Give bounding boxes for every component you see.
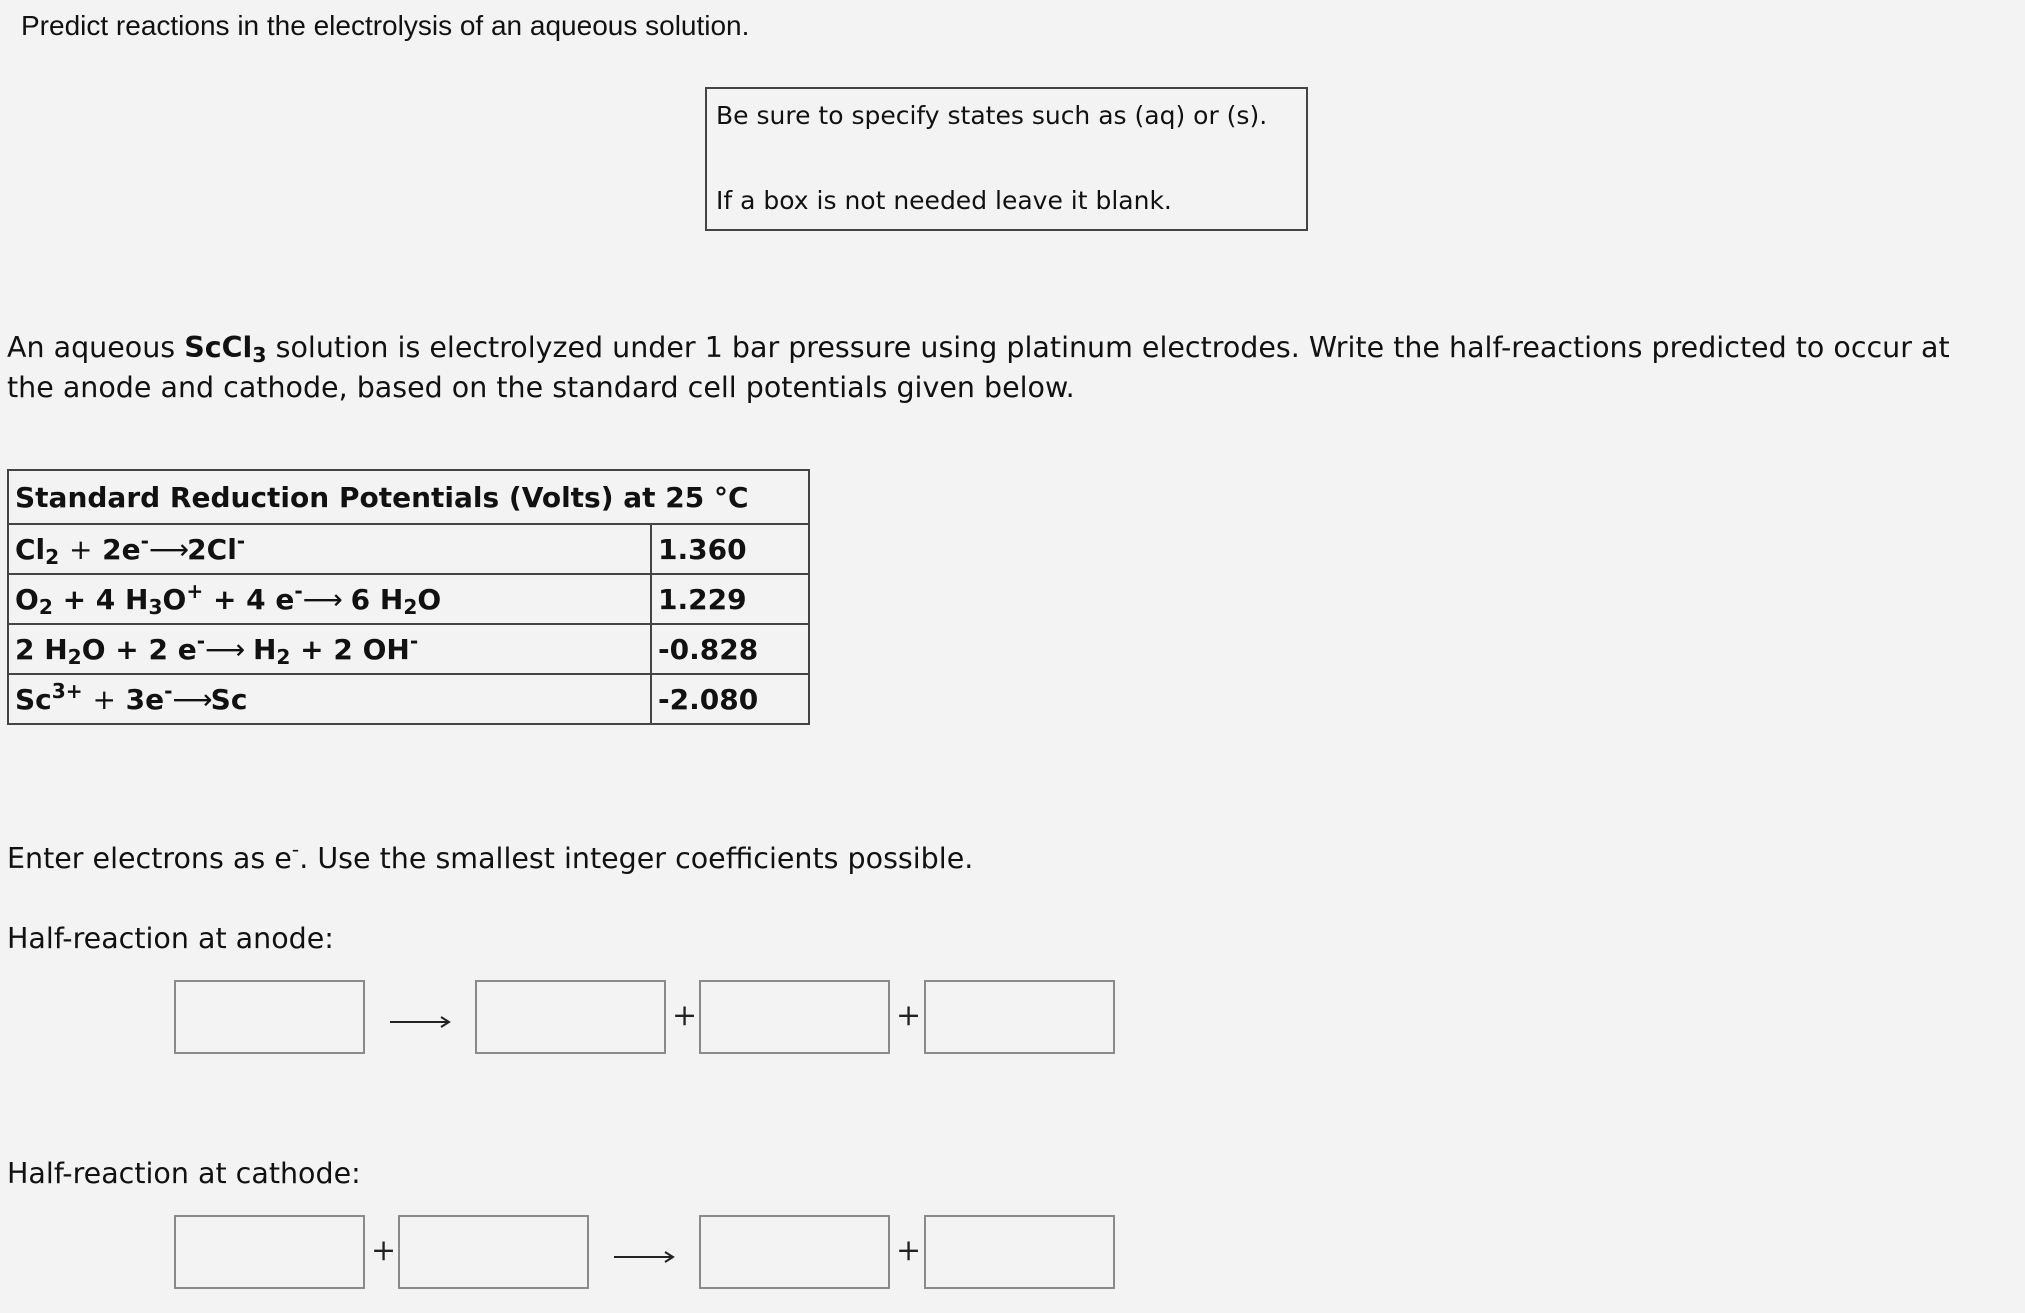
cathode-reactant-input-2[interactable] [398,1215,589,1289]
reduction-potentials-table [7,469,810,725]
intro-text-end: solution is electrolyzed under 1 bar pressure using platinum electrodes. Write the half-reactions predicted to occur at the anode and cathode, based on the standard cell potentials given below. [7,331,1950,404]
instructions-box [705,87,1308,231]
cathode-product-input-1[interactable] [699,1215,890,1289]
cathode-reactant-input-1[interactable] [174,1215,365,1289]
anode-reactant-input[interactable] [174,980,365,1054]
anode-label: Half-reaction at anode: [7,922,334,955]
potential-value: 1.360 [651,524,809,574]
intro-text-start: An aqueous [7,331,185,364]
potential-value: -0.828 [651,624,809,674]
cathode-label: Half-reaction at cathode: [7,1157,361,1190]
anode-product-input-2[interactable] [699,980,890,1054]
cathode-product-input-2[interactable] [924,1215,1115,1289]
table-row [8,574,809,624]
blank-box-note: If a box is not needed leave it blank. [716,186,1172,215]
plus-sign: + [371,1233,397,1268]
problem-statement [7,328,1997,408]
reaction-water: 2 $H_2O + 2$ e-⟶ $H_2 + 2$ OH- [8,624,651,674]
plus-sign: + [896,1233,922,1268]
potential-value: -2.080 [651,674,809,724]
reaction-arrow-icon [613,1247,675,1267]
electron-instruction: Enter electrons as e-. Use the smallest integer coefficients possible. [7,837,974,875]
compound-formula: ScCl$_3$ [184,331,267,368]
anode-product-input-1[interactable] [475,980,666,1054]
table-row [8,624,809,674]
plus-sign: + [672,998,698,1033]
table-row [8,674,809,724]
table-header: Standard Reduction Potentials (Volts) at 25 °C [8,470,809,524]
states-note: Be sure to specify states such as (aq) or (s). [716,101,1268,130]
plus-sign: + [896,998,922,1033]
reaction-scandium: $Sc^{3+}$ + 3e-⟶Sc [8,674,651,724]
anode-product-input-3[interactable] [924,980,1115,1054]
potential-value: 1.229 [651,574,809,624]
reaction-chlorine: $Cl_2$ + 2e-⟶2Cl- [8,524,651,574]
reaction-oxygen: $O_2 + 4$ $H_3O^+ + 4$ e-⟶ 6 $H_2O$ [8,574,651,624]
page-title: Predict reactions in the electrolysis of an aqueous solution. [21,10,750,41]
table-row [8,524,809,574]
reaction-arrow-icon [389,1012,451,1032]
